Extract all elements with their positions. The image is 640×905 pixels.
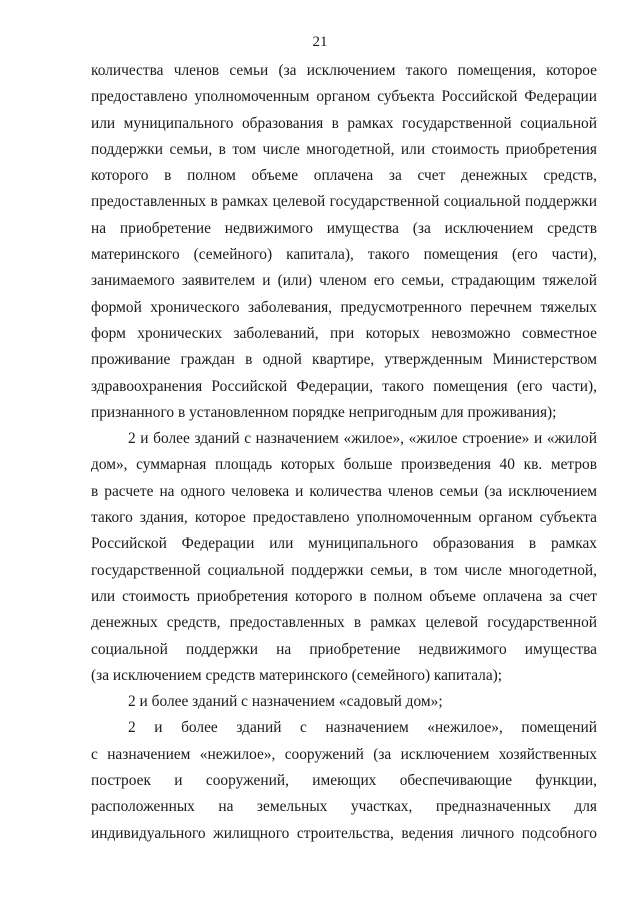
text-line: проживание граждан в одной квартире, утвержденным Министерством (91, 351, 597, 369)
text-line: 2 и более зданий с назначением «жилое», «жилое строение» и «жилой (128, 430, 597, 448)
text-line: индивидуального жилищного строительства, ведения личного подсобного (91, 824, 597, 842)
text-line: количества членов семьи (за исключением такого помещения, которое (91, 62, 597, 79)
text-line: расположенных на земельных участках, предназначенных для (91, 798, 597, 816)
text-line: социальной поддержки на приобретение недвижимого имущества (91, 640, 597, 658)
text-line: построек и сооружений, имеющих обеспечивающие функции, (91, 772, 597, 790)
text-line: или стоимость приобретения которого в полном объеме оплачена за счет (91, 587, 597, 605)
text-line: 2 и более зданий с назначением «нежилое», помещений (128, 719, 597, 737)
document-body (91, 58, 597, 847)
page-number: 21 (312, 34, 328, 50)
text-line: 2 и более зданий с назначением «садовый дом»; (128, 693, 443, 711)
paragraph (91, 689, 597, 715)
text-line: форм хронических заболеваний, при которых невозможно совместное (91, 324, 597, 342)
paragraph (91, 715, 597, 846)
text-line: дом», суммарная площадь которых больше произведения 40 кв. метров (91, 456, 597, 474)
text-line: Российской Федерации или муниципального образования в рамках (91, 535, 597, 553)
text-line: здравоохранения Российской Федерации, такого помещения (его части), (91, 377, 597, 395)
text-line: предоставлено уполномоченным органом субъекта Российской Федерации (91, 88, 597, 106)
text-line: поддержки семьи, в том числе многодетной, или стоимость приобретения (91, 140, 597, 158)
text-line: на приобретение недвижимого имущества (за исключением средств (91, 219, 597, 237)
text-line: в расчете на одного человека и количества членов семьи (за исключением (91, 482, 597, 500)
text-line: материнского (семейного) капитала), такого помещения (его части), (91, 246, 597, 264)
text-line: предоставленных в рамках целевой государственной социальной поддержки (91, 193, 597, 211)
text-line: которого в полном объеме оплачена за счет денежных средств, (91, 167, 597, 185)
text-line: с назначением «нежилое», сооружений (за исключением хозяйственных (91, 745, 597, 763)
paragraph (91, 426, 597, 689)
paragraph (91, 58, 597, 426)
text-line: государственной социальной поддержки семьи, в том числе многодетной, (91, 561, 597, 579)
text-line: такого здания, которое предоставлено уполномоченным органом субъекта (91, 509, 597, 527)
text-line: денежных средств, предоставленных в рамках целевой государственной (91, 614, 597, 632)
text-line: формой хронического заболевания, предусмотренного перечнем тяжелых (91, 298, 597, 316)
text-line: занимаемого заявителем и (или) членом его семьи, страдающим тяжелой (91, 272, 597, 290)
text-line: (за исключением средств материнского (семейного) капитала); (91, 666, 503, 684)
text-line: признанного в установленном порядке непригодным для проживания); (91, 403, 557, 421)
text-line: или муниципального образования в рамках государственной социальной (91, 114, 597, 132)
